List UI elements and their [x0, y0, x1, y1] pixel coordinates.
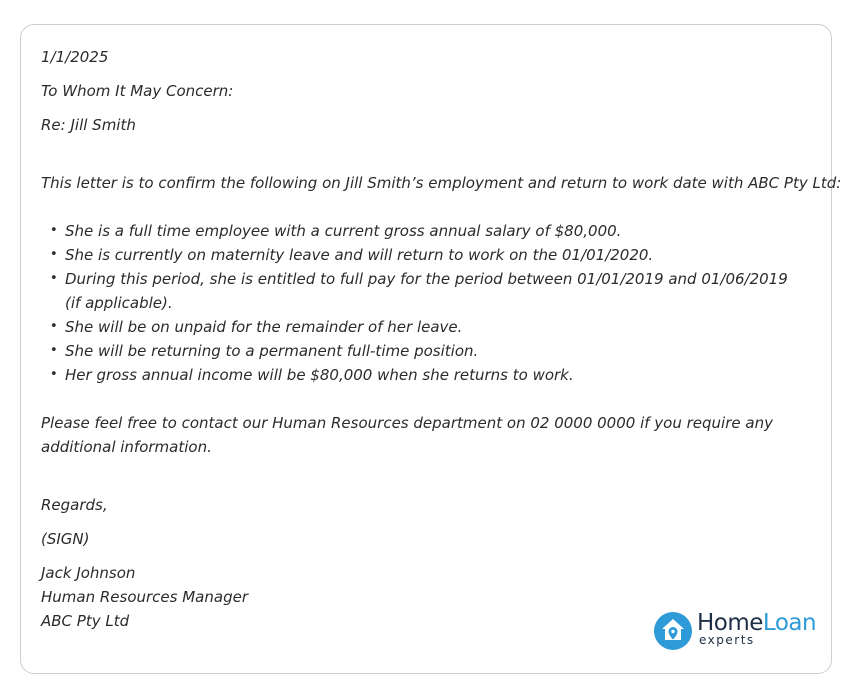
letter-contact-paragraph: Please feel free to contact our Human Resources department on 02 0000 0000 if you require any additional information. — [41, 414, 773, 456]
homeloan-experts-logo — [653, 610, 817, 651]
list-item: • Her gross annual income will be $80,000 when she returns to work. — [41, 363, 791, 387]
letter-reference: Re: Jill Smith — [41, 116, 136, 134]
letter-card — [20, 24, 842, 674]
letter-signature-placeholder: (SIGN) — [41, 530, 90, 548]
signer-company: ABC Pty Ltd — [41, 612, 130, 630]
list-item: • She is currently on maternity leave and will return to work on the 01/01/2020. — [41, 243, 791, 267]
letter-intro: This letter is to confirm the following on Jill Smith’s employment and return to work date with ABC Pty Ltd: — [41, 174, 842, 192]
employment-details-list — [41, 219, 791, 387]
letter-date: 1/1/2025 — [41, 48, 109, 66]
letter-salutation: To Whom It May Concern: — [41, 82, 234, 100]
list-item: • During this period, she is entitled to full pay for the period between 01/01/2019 and 01/06/2019 (if applicable). — [41, 267, 791, 315]
letter-closing: Regards, — [41, 496, 108, 514]
list-item: • She will be on unpaid for the remainder of her leave. — [41, 315, 791, 339]
list-item: • She is a full time employee with a current gross annual salary of $80,000. — [41, 219, 791, 243]
list-item: • She will be returning to a permanent full-time position. — [41, 339, 791, 363]
signer-name: Jack Johnson — [41, 564, 136, 582]
logo-word-home: Home — [697, 610, 763, 636]
house-location-pin-icon — [653, 611, 693, 651]
signer-title: Human Resources Manager — [41, 588, 248, 606]
logo-word-loan: Loan — [762, 610, 817, 636]
logo-subtitle: experts — [699, 633, 755, 647]
